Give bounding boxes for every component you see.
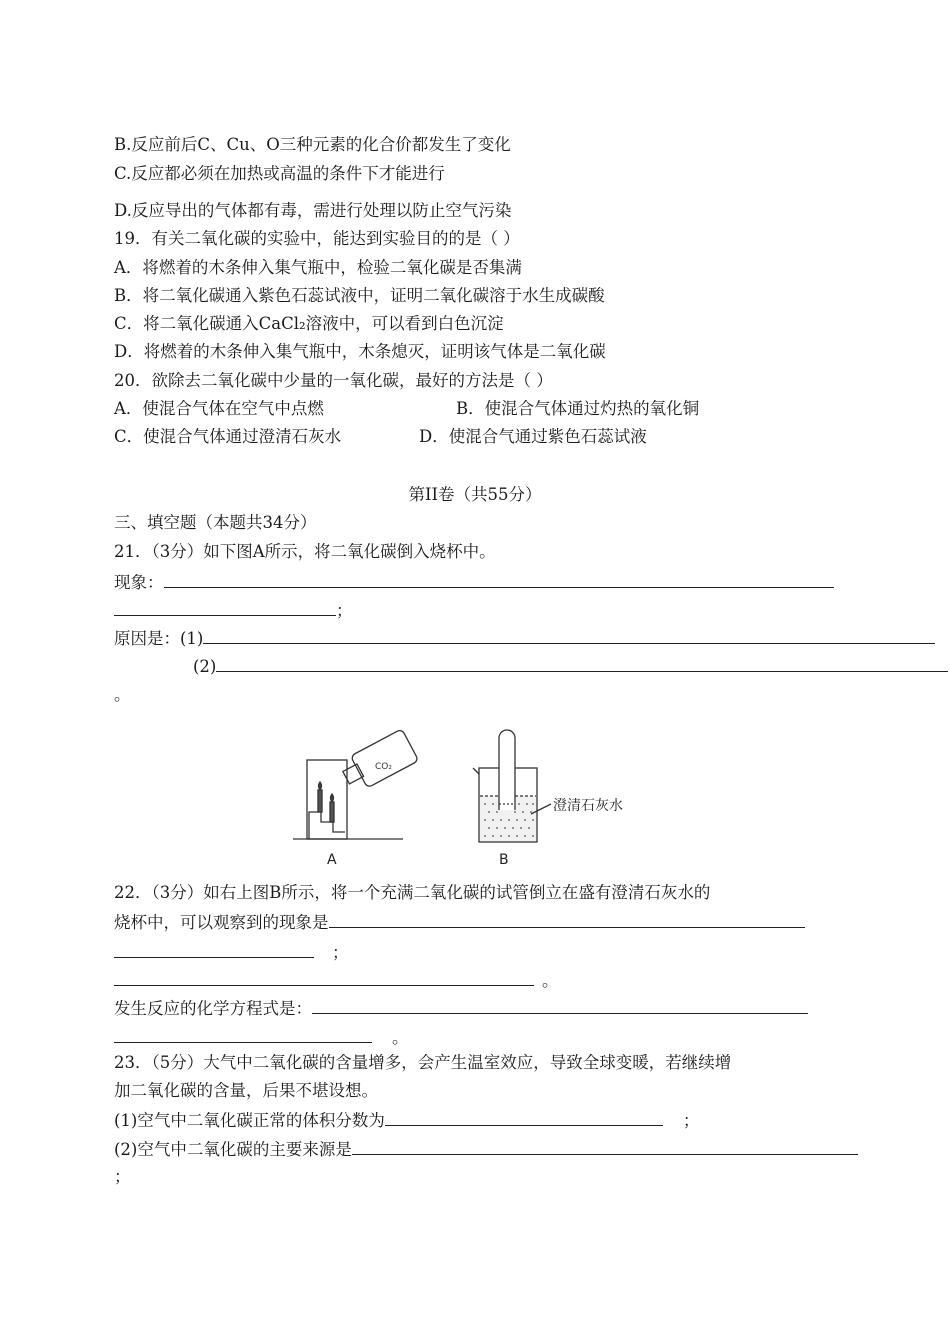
q21-reason2-label: (2) [193, 657, 217, 676]
q23-sub1-blank[interactable] [385, 1108, 663, 1126]
q23-sub2-end: ； [114, 1167, 131, 1186]
q22-phenomenon-blank[interactable] [329, 910, 805, 928]
q21-phenomenon-blank[interactable] [164, 570, 834, 588]
q22-period: 。 [542, 971, 559, 990]
q21-phenomenon-blank-2[interactable] [114, 598, 336, 616]
q23-sub2-label: (2)空气中二氧化碳的主要来源是 [114, 1140, 352, 1159]
q22-blank-line-2 [114, 940, 349, 964]
q21-phenomenon-line [114, 570, 834, 594]
q20-option-b: B．使混合气体通过灼热的氧化铜 [456, 399, 700, 418]
co2-label: CO₂ [375, 762, 392, 772]
q20-option-d: D．使混合气通过紫色石蕊试液 [419, 427, 647, 446]
figure-a-caption: A [327, 852, 337, 868]
q22-stem-2: 烧杯中，可以观察到的现象是 [114, 913, 329, 932]
limewater-label: 澄清石灰水 [553, 798, 623, 814]
figure-a-apparatus [293, 729, 419, 839]
q22-blank-line-3 [114, 968, 559, 992]
q22-equation-line-2 [114, 1025, 409, 1049]
q19-option-b: B．将二氧化碳通入紫色石蕊试液中，证明二氧化碳溶于水生成碳酸 [114, 286, 605, 305]
q18-option-b: B.反应前后C、Cu、O三种元素的化合价都发生了变化 [114, 135, 511, 154]
q21-reason2-blank[interactable] [216, 654, 948, 672]
q22-phenomenon-blank-3[interactable] [114, 968, 534, 986]
q23-stem-1: 23．（5分）大气中二氧化碳的含量增多，会产生温室效应，导致全球变暖，若继续增 [114, 1053, 732, 1072]
q23-sub1-end: ； [682, 1111, 700, 1130]
q23-sub2-line [114, 1137, 858, 1161]
q23-stem-2: 加二氧化碳的含量，后果不堪设想。 [114, 1081, 378, 1100]
q19-option-a: A．将燃着的木条伸入集气瓶中，检验二氧化碳是否集满 [114, 258, 522, 277]
q23-sub1-label: (1)空气中二氧化碳正常的体积分数为 [114, 1111, 385, 1130]
part2-title: 第II卷（共55分） [408, 485, 542, 504]
experiment-figure [285, 718, 645, 870]
q19-stem: 19．有关二氧化碳的实验中，能达到实验目的的是（ ） [114, 229, 520, 248]
q22-equation-line [114, 996, 808, 1020]
q21-semicolon: ； [336, 601, 353, 620]
figure-b-caption: B [499, 852, 509, 868]
q23-sub2-blank[interactable] [352, 1137, 858, 1155]
q21-reason2-line [193, 654, 948, 678]
q22-phenomenon-blank-2[interactable] [114, 940, 314, 958]
q22-period-2: 。 [392, 1028, 409, 1047]
q23-sub1-line [114, 1108, 699, 1132]
q22-equation-blank-2[interactable] [114, 1025, 372, 1043]
q20-stem: 20．欲除去二氧化碳中少量的一氧化碳，最好的方法是（ ） [114, 371, 553, 390]
q22-equation-label: 发生反应的化学方程式是： [114, 999, 312, 1018]
q21-stem: 21．（3分）如下图A所示，将二氧化碳倒入烧杯中。 [114, 542, 496, 561]
q21-end-mark: 。 [114, 685, 131, 704]
q21-phenomenon-label: 现象： [114, 573, 164, 592]
figure-b-apparatus [473, 730, 551, 842]
q18-option-c: C.反应都必须在加热或高温的条件下才能进行 [114, 164, 445, 183]
q20-option-a: A．使混合气体在空气中点燃 [114, 399, 324, 418]
q22-semicolon: ； [332, 943, 349, 962]
q21-phenomenon-cont [114, 598, 353, 622]
q21-reason1-line [114, 626, 935, 650]
q22-stem-2-line [114, 910, 805, 934]
q21-reason-label: 原因是：(1) [114, 629, 204, 648]
section3-title: 三、填空题（本题共34分） [114, 513, 317, 532]
q19-option-c: C．将二氧化碳通入CaCl₂溶液中，可以看到白色沉淀 [114, 314, 504, 333]
q22-stem-1: 22．（3分）如右上图B所示，将一个充满二氧化碳的试管倒立在盛有澄清石灰水的 [114, 883, 711, 902]
q19-option-d: D．将燃着的木条伸入集气瓶中，木条熄灭，证明该气体是二氧化碳 [114, 342, 606, 361]
q22-equation-blank[interactable] [312, 996, 808, 1014]
q18-option-d: D.反应导出的气体都有毒，需进行处理以防止空气污染 [114, 201, 512, 220]
q20-option-c: C．使混合气体通过澄清石灰水 [114, 427, 342, 446]
q21-reason1-blank[interactable] [203, 626, 935, 644]
